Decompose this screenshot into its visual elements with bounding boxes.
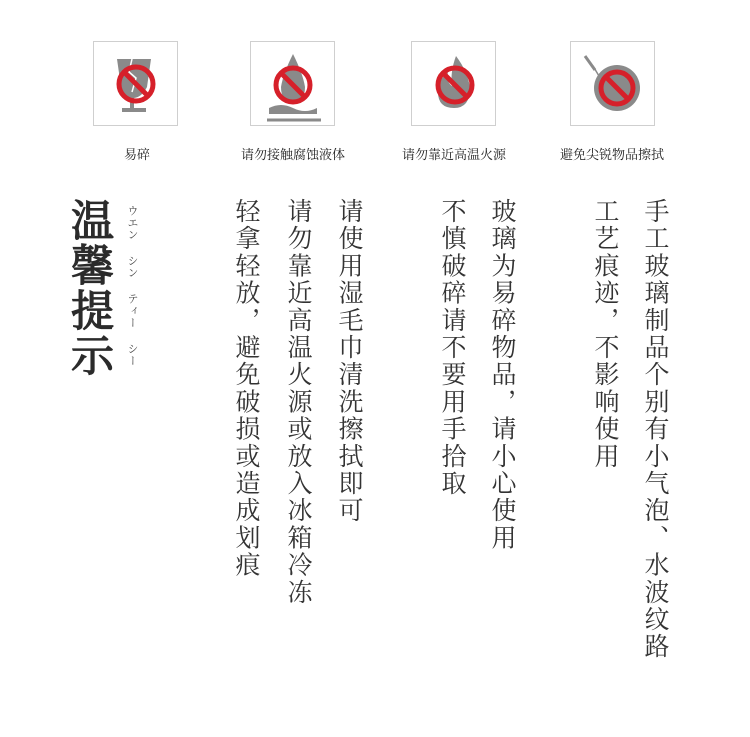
icon-box-corrosive [250, 41, 335, 126]
text-column-5: 请使用湿毛巾清洗擦拭即可 [335, 198, 364, 525]
sharp-object-icon [571, 42, 656, 127]
icon-label-fragile: 易碎 [123, 148, 151, 163]
icon-label-fire: 请勿靠近高温火源 [401, 148, 507, 163]
title-kana: ウエン シン ティー シー [126, 205, 139, 367]
text-column-2: 工艺痕迹，不影响使用 [591, 198, 620, 470]
text-column-6: 请勿靠近高温火源或放入冰箱冷冻 [284, 198, 313, 606]
fragile-glass-icon [94, 42, 179, 127]
icon-label-corrosive: 请勿接触腐蚀液体 [240, 148, 346, 163]
icon-box-fire [411, 41, 496, 126]
page-title: 温馨提示 [64, 198, 114, 378]
icon-label-sharp: 避免尖锐物品擦拭 [559, 148, 665, 163]
icon-box-fragile [93, 41, 178, 126]
text-column-7: 轻拿轻放，避免破损或造成划痕 [232, 198, 261, 579]
icon-box-sharp [570, 41, 655, 126]
fire-icon [412, 42, 497, 127]
text-column-3: 玻璃为易碎物品，请小心使用 [488, 198, 517, 552]
corrosive-liquid-icon [251, 42, 336, 127]
text-column-1: 手工玻璃制品个别有小气泡、水波纹路 [641, 198, 670, 661]
text-column-4: 不慎破碎请不要用手拾取 [438, 198, 467, 498]
